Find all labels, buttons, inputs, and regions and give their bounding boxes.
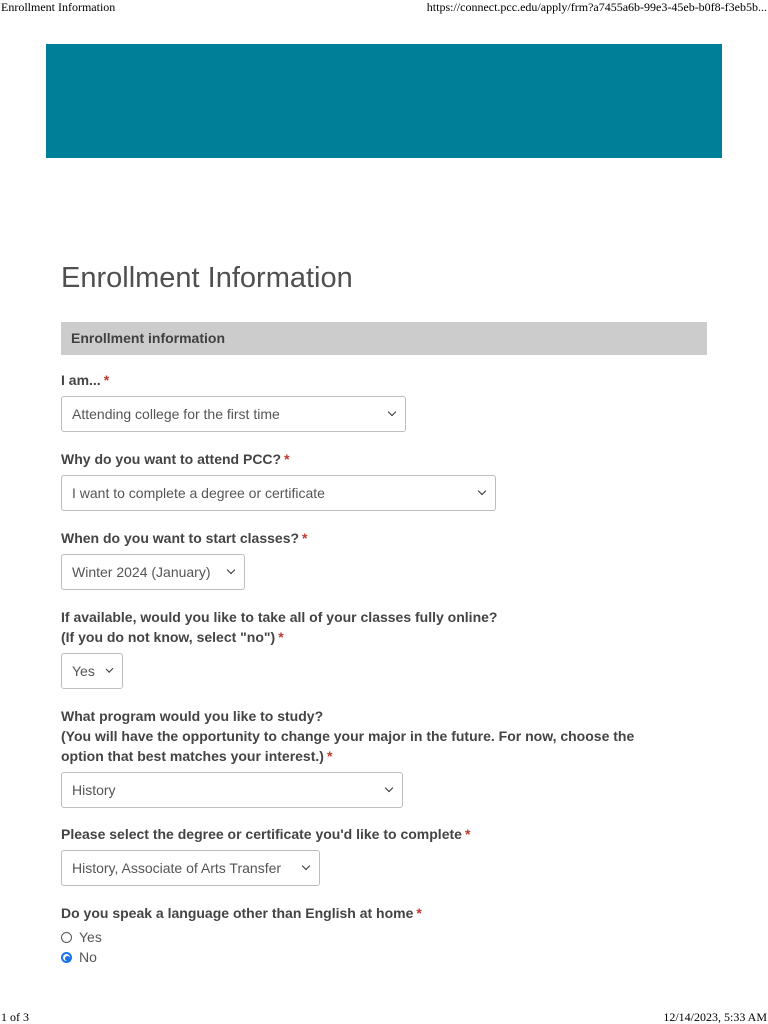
required-mark: * [103, 372, 110, 388]
required-mark: * [284, 451, 290, 467]
radio-label: No [79, 949, 97, 965]
field-online [61, 607, 497, 689]
field-i-am [61, 370, 406, 432]
field-label: If available, would you like to take all of your classes fully online? [61, 609, 498, 625]
print-header [0, 0, 768, 16]
field-label: What program would you like to study? [61, 708, 324, 724]
required-mark: * [302, 530, 308, 546]
chevron-down-icon [227, 566, 235, 574]
degree-select[interactable] [61, 850, 320, 886]
required-mark: * [278, 629, 284, 645]
select-value: Winter 2024 (January) [72, 564, 211, 580]
language-option-yes[interactable] [61, 927, 422, 947]
start-term-select[interactable] [61, 554, 245, 590]
page-count: 1 of 3 [1, 1010, 29, 1024]
chevron-down-icon [478, 487, 486, 495]
chevron-down-icon [105, 665, 113, 673]
chevron-down-icon [302, 862, 310, 870]
select-value: History [72, 782, 116, 798]
field-language [61, 903, 422, 967]
field-label: (You will have the opportunity to change your major in the future. For now, choose the [61, 728, 635, 744]
field-label: I am... * [61, 372, 110, 388]
online-select[interactable] [61, 653, 123, 689]
chevron-down-icon [385, 784, 393, 792]
print-timestamp: 12/14/2023, 5:33 AM [663, 1010, 767, 1024]
field-start-classes [61, 528, 308, 590]
field-label: (If you do not know, select "no") * [61, 629, 284, 645]
field-label: Why do you want to attend PCC? * [61, 451, 290, 467]
required-mark: * [416, 905, 422, 921]
radio-label: Yes [79, 929, 102, 945]
field-label: Please select the degree or certificate you'd like to complete * [61, 826, 471, 842]
select-value: I want to complete a degree or certificate [72, 485, 325, 501]
select-value: Yes [72, 663, 95, 679]
required-mark: * [464, 826, 471, 842]
header-banner [46, 44, 722, 158]
print-header-url: https://connect.pcc.edu/apply/frm?a7455a6b-99e3-45eb-b0f8-f3eb5b... [426, 0, 767, 14]
field-label: Do you speak a language other than English at home * [61, 905, 422, 921]
field-label: option that best matches your interest.) * [61, 748, 333, 764]
section-header: Enrollment information [61, 322, 707, 355]
field-degree [61, 824, 470, 886]
page-title: Enrollment Information [61, 262, 353, 294]
chevron-down-icon [388, 408, 396, 416]
print-header-title: Enrollment Information [1, 0, 116, 14]
select-value: History, Associate of Arts Transfer [72, 860, 282, 876]
radio-unchecked-icon[interactable] [61, 932, 72, 943]
language-radio-group [61, 927, 422, 967]
field-label: When do you want to start classes? * [61, 530, 308, 546]
required-mark: * [326, 748, 333, 764]
radio-checked-icon[interactable] [61, 952, 72, 963]
field-why-attend [61, 449, 496, 511]
field-program [61, 706, 634, 808]
why-attend-select[interactable] [61, 475, 496, 511]
program-select[interactable] [61, 772, 403, 808]
form-content [61, 258, 707, 965]
select-value: Attending college for the first time [72, 406, 280, 422]
i-am-select[interactable] [61, 396, 406, 432]
language-option-no[interactable] [61, 947, 422, 967]
print-footer [0, 1010, 768, 1024]
